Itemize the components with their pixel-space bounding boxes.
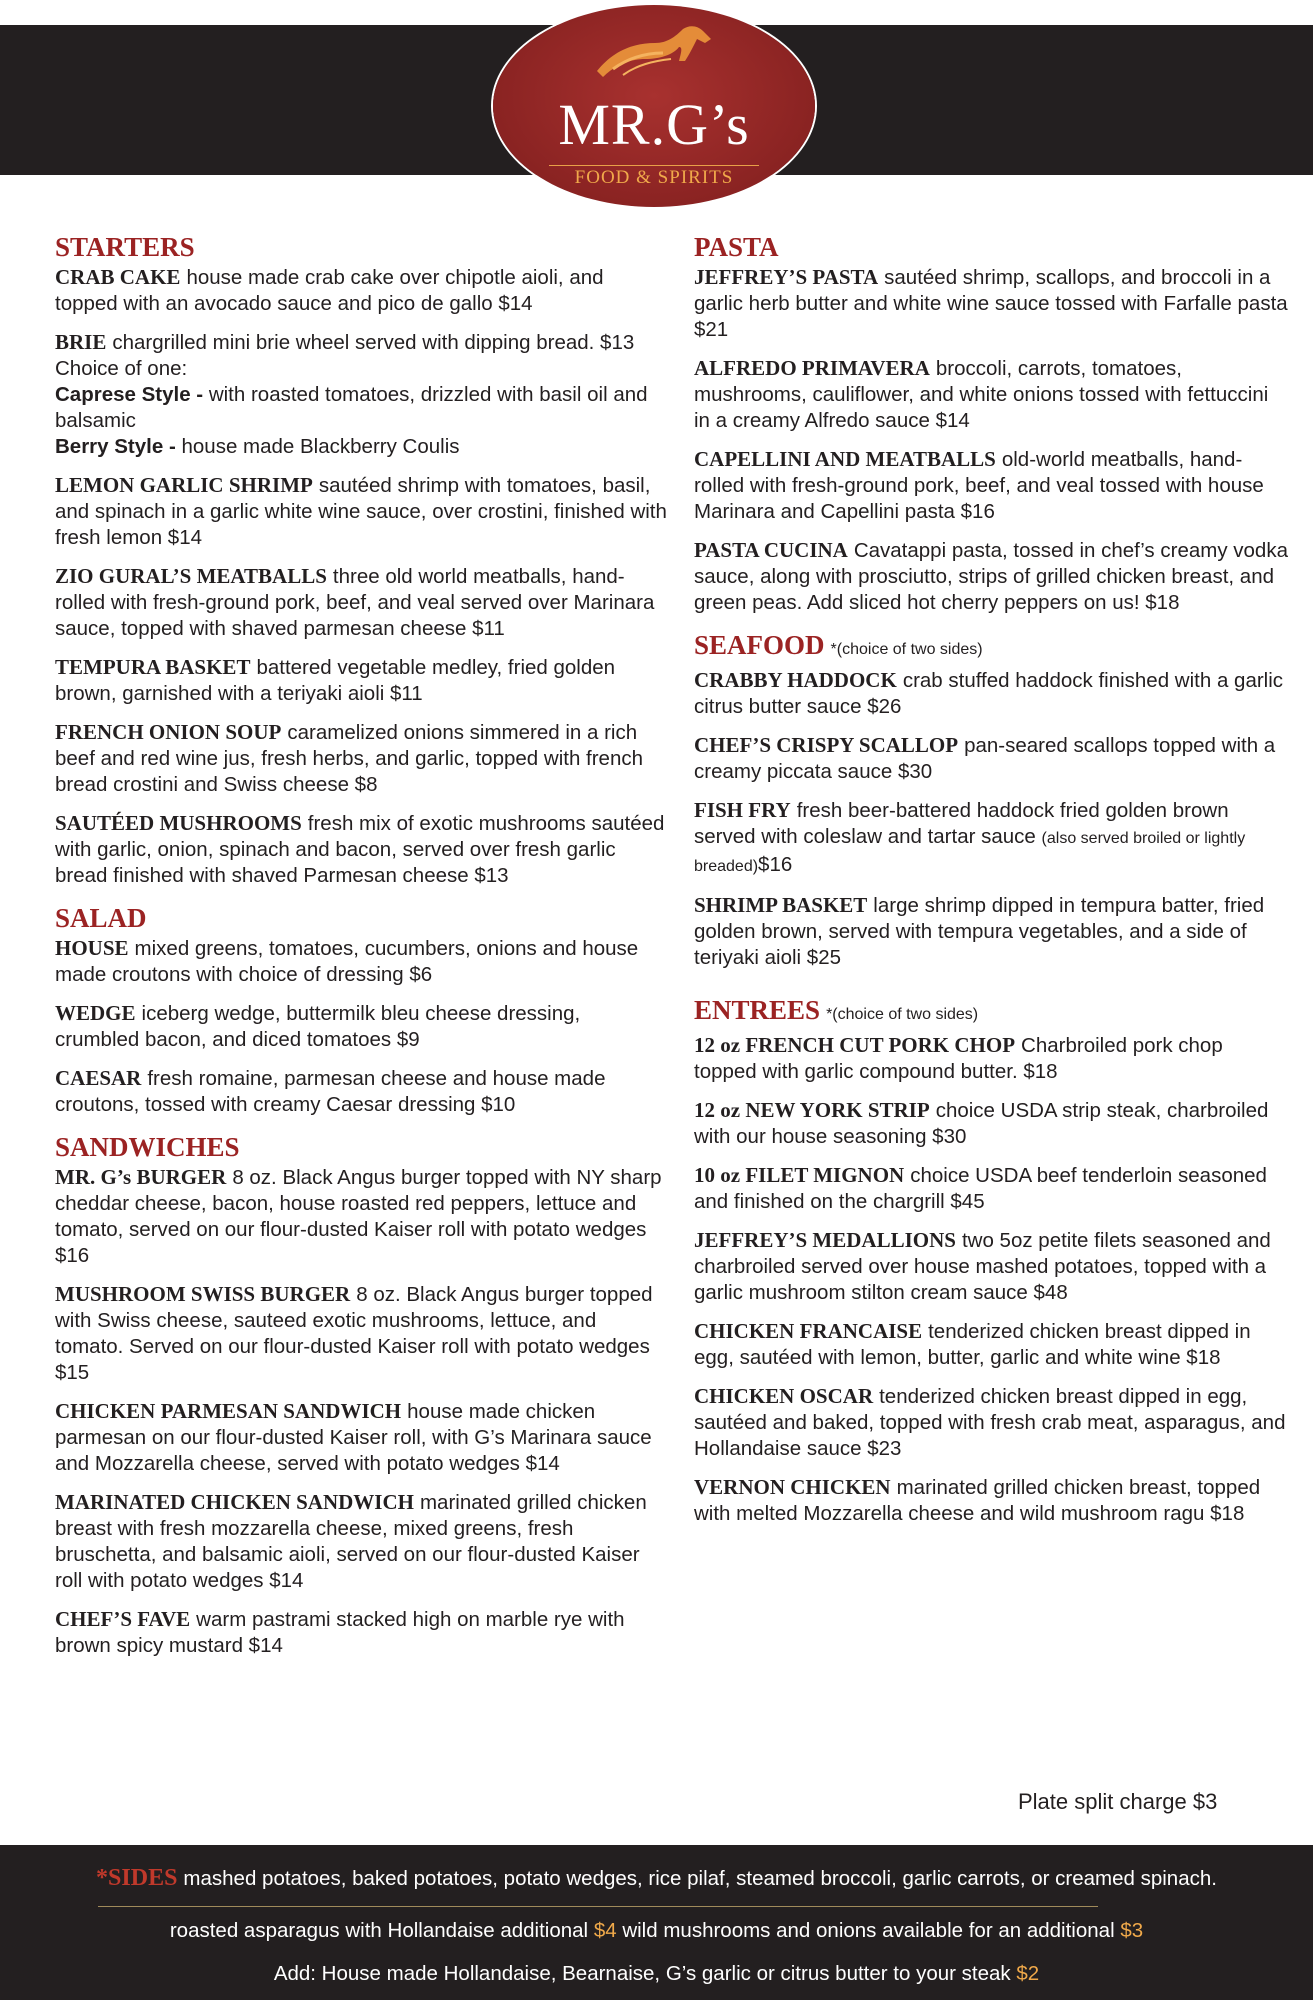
menu-item — [55, 1398, 670, 1477]
salad-section — [55, 903, 670, 1118]
item-name: WEDGE — [55, 1001, 136, 1025]
menu-item — [694, 732, 1289, 785]
section-title — [694, 630, 1289, 665]
menu-item — [694, 667, 1289, 720]
item-desc: fresh romaine, parmesan cheese and house made croutons, tossed with creamy Caesar dressing $10 — [55, 1067, 606, 1116]
item-desc: choice USDA beef tenderloin seasoned and finished on the chargrill $45 — [694, 1164, 1267, 1213]
menu-item — [55, 719, 670, 798]
menu-item — [694, 1383, 1289, 1462]
item-desc: house made chicken parmesan on our flour-dusted Kaiser roll, with G’s Marinara sauce and Mozzarella cheese, served with potato wedges $14 — [55, 1400, 652, 1475]
section-title: SANDWICHES — [55, 1132, 240, 1162]
item-desc: mixed greens, tomatoes, cucumbers, onions and house made croutons with choice of dressing $6 — [55, 937, 639, 986]
item-name: 12 oz NEW YORK STRIP — [694, 1098, 930, 1122]
menu-item — [55, 329, 670, 460]
sides-text: mashed potatoes, baked potatoes, potato wedges, rice pilaf, steamed broccoli, garlic carrots, or creamed spinach. — [183, 1867, 1217, 1890]
menu-item — [55, 935, 670, 988]
menu-item — [694, 1318, 1289, 1371]
right-column — [694, 232, 1289, 1527]
item-name: CRABBY HADDOCK — [694, 668, 897, 692]
additions-line — [0, 1919, 1313, 1943]
item-name: CHICKEN FRANCAISE — [694, 1319, 923, 1343]
menu-item — [694, 892, 1289, 971]
starters-section — [55, 232, 670, 889]
option-name: Caprese Style - — [55, 383, 204, 406]
logo-divider — [549, 165, 759, 166]
menu-item — [694, 446, 1289, 525]
footer-divider — [98, 1906, 1098, 1907]
menu-item — [694, 537, 1289, 616]
section-title-text: SEAFOOD — [694, 630, 825, 660]
item-name: JEFFREY’S MEDALLIONS — [694, 1228, 956, 1252]
logo-title: MR.G’s — [558, 92, 750, 157]
item-name: MR. G’s BURGER — [55, 1165, 227, 1189]
item-name: ALFREDO PRIMAVERA — [694, 356, 930, 380]
item-desc: large shrimp dipped in tempura batter, fried golden brown, served with tempura vegetables, and a side of teriyaki aioli $25 — [694, 894, 1265, 969]
logo-subtitle: FOOD & SPIRITS — [574, 167, 734, 188]
addition-price: $4 — [593, 1919, 617, 1942]
item-name: TEMPURA BASKET — [55, 655, 251, 679]
item-desc: 8 oz. Black Angus burger topped with Swiss cheese, sauteed exotic mushrooms, lettuce, and tomato. Served on our flour-dusted Kaiser roll with potato wedges $15 — [55, 1283, 653, 1384]
menu-item — [55, 264, 670, 317]
sides-footer — [0, 1845, 1313, 2000]
menu-item — [55, 472, 670, 551]
item-desc: sautéed shrimp, scallops, and broccoli in a garlic herb butter and white wine sauce tossed with Farfalle pasta $21 — [694, 266, 1288, 341]
section-title-text: ENTREES — [694, 995, 821, 1025]
item-desc: choice USDA strip steak, charbroiled with our house seasoning $30 — [694, 1099, 1269, 1148]
item-desc: fresh mix of exotic mushrooms sautéed with garlic, onion, spinach and bacon, served over fresh garlic bread finished with shaved Parmesan cheese $13 — [55, 812, 665, 887]
option-desc: house made Blackberry Coulis — [181, 435, 460, 458]
item-desc: crab stuffed haddock finished with a garlic citrus butter sauce $26 — [694, 669, 1284, 718]
menu-item — [55, 563, 670, 642]
item-desc: fresh beer-battered haddock fried golden brown served with coleslaw and tartar sauce — [694, 799, 1229, 848]
sauce-price: $2 — [1016, 1962, 1040, 1985]
item-price: $16 — [758, 853, 793, 876]
menu-item — [55, 1000, 670, 1053]
item-name: JEFFREY’S PASTA — [694, 265, 879, 289]
item-desc: marinated grilled chicken breast with fresh mozzarella cheese, mixed greens, fresh bruschetta, and balsamic aioli, served on our flour-dusted Kaiser roll with potato wedges $14 — [55, 1491, 647, 1592]
item-desc: pan-seared scallops topped with a creamy piccata sauce $30 — [694, 734, 1276, 783]
item-desc: battered vegetable medley, fried golden brown, garnished with a teriyaki aioli $11 — [55, 656, 616, 705]
item-name: VERNON CHICKEN — [694, 1475, 891, 1499]
item-desc: 8 oz. Black Angus burger topped with NY sharp cheddar cheese, bacon, house roasted red peppers, lettuce and tomato, served on our flour-dusted Kaiser roll with potato wedges $16 — [55, 1166, 662, 1267]
section-title: STARTERS — [55, 232, 195, 262]
item-desc: Charbroiled pork chop topped with garlic compound butter. $18 — [694, 1034, 1223, 1083]
item-desc: house made crab cake over chipotle aioli, and topped with an avocado sauce and pico de gallo $14 — [55, 266, 604, 315]
section-title: SALAD — [55, 903, 147, 933]
sauce-text: Add: House made Hollandaise, Bearnaise, G’s garlic or citrus butter to your steak — [273, 1962, 1011, 1985]
left-column — [55, 232, 670, 1659]
seafood-section — [694, 630, 1289, 971]
menu-item — [55, 1281, 670, 1386]
menu-item — [694, 1032, 1289, 1085]
section-title — [694, 995, 1289, 1030]
section-title: PASTA — [694, 232, 779, 262]
item-desc: sautéed shrimp with tomatoes, basil, and spinach in a garlic white wine sauce, over crostini, finished with fresh lemon $14 — [55, 474, 667, 549]
item-name: CAESAR — [55, 1066, 142, 1090]
sauce-line — [0, 1962, 1313, 1986]
menu-item — [55, 1065, 670, 1118]
menu-item — [55, 1606, 670, 1659]
item-name: MARINATED CHICKEN SANDWICH — [55, 1490, 414, 1514]
item-name: SAUTÉED MUSHROOMS — [55, 811, 302, 835]
menu-item — [694, 1162, 1289, 1215]
item-name: 12 oz FRENCH CUT PORK CHOP — [694, 1033, 1016, 1057]
addition-text: wild mushrooms and onions available for an additional — [622, 1919, 1115, 1942]
option-desc: with roasted tomatoes, drizzled with basil oil and balsamic — [55, 383, 648, 432]
section-note: *(choice of two sides) — [830, 641, 983, 658]
item-desc: warm pastrami stacked high on marble rye with brown spicy mustard $14 — [55, 1608, 625, 1657]
menu-item — [694, 797, 1289, 880]
item-name: CHICKEN PARMESAN SANDWICH — [55, 1399, 402, 1423]
menu-item — [694, 355, 1289, 434]
addition-price: $3 — [1120, 1919, 1144, 1942]
item-name: ZIO GURAL’S MEATBALLS — [55, 564, 327, 588]
item-name: HOUSE — [55, 936, 129, 960]
item-name: 10 oz FILET MIGNON — [694, 1163, 905, 1187]
pasta-section — [694, 232, 1289, 616]
item-name: FRENCH ONION SOUP — [55, 720, 282, 744]
item-desc: marinated grilled chicken breast, topped with melted Mozzarella cheese and wild mushroom ragu $18 — [694, 1476, 1261, 1525]
sides-line — [0, 1865, 1313, 1892]
addition-text: roasted asparagus with Hollandaise additional — [169, 1919, 589, 1942]
item-desc: Cavatappi pasta, tossed in chef’s creamy vodka sauce, along with prosciutto, strips of grilled chicken breast, and green peas. Add sliced hot cherry peppers on us! $18 — [694, 539, 1288, 614]
menu-item — [694, 1474, 1289, 1527]
item-name: CHEF’S CRISPY SCALLOP — [694, 733, 959, 757]
sides-title: *SIDES — [96, 1865, 178, 1891]
item-desc: tenderized chicken breast dipped in egg, sautéed and baked, topped with fresh crab meat, asparagus, and Hollandaise sauce $23 — [694, 1385, 1286, 1460]
item-desc: tenderized chicken breast dipped in egg, sautéed with lemon, butter, garlic and white wine $18 — [694, 1320, 1251, 1369]
section-note: *(choice of two sides) — [826, 1006, 979, 1023]
item-name: CHICKEN OSCAR — [694, 1384, 874, 1408]
menu-item — [694, 264, 1289, 343]
item-desc: caramelized onions simmered in a rich beef and red wine jus, fresh herbs, and garlic, topped with french bread crostini and Swiss cheese $8 — [55, 721, 644, 796]
logo — [493, 5, 815, 207]
item-desc: three old world meatballs, hand-rolled with fresh-ground pork, beef, and veal served over Marinara sauce, topped with shaved parmesan cheese $11 — [55, 565, 655, 640]
item-name: SHRIMP BASKET — [694, 893, 868, 917]
menu-item — [55, 1164, 670, 1269]
item-name: LEMON GARLIC SHRIMP — [55, 473, 313, 497]
item-desc: old-world meatballs, hand-rolled with fresh-ground pork, beef, and veal tossed with house Marinara and Capellini pasta $16 — [694, 448, 1264, 523]
item-name: CRAB CAKE — [55, 265, 181, 289]
item-note: (also served broiled or lightly breaded) — [694, 830, 1246, 875]
item-name: MUSHROOM SWISS BURGER — [55, 1282, 351, 1306]
item-name: CAPELLINI AND MEATBALLS — [694, 447, 996, 471]
sandwiches-section — [55, 1132, 670, 1659]
item-desc: two 5oz petite filets seasoned and charbroiled served over house mashed potatoes, topped with a garlic mushroom stilton cream sauce $48 — [694, 1229, 1271, 1304]
menu-item — [55, 1489, 670, 1594]
item-desc: iceberg wedge, buttermilk bleu cheese dressing, crumbled bacon, and diced tomatoes $9 — [55, 1002, 581, 1051]
horse-icon — [593, 21, 723, 83]
item-name: CHEF’S FAVE — [55, 1607, 191, 1631]
menu-item — [694, 1227, 1289, 1306]
plate-split-note: Plate split charge $3 — [1018, 1789, 1218, 1814]
item-name: FISH FRY — [694, 798, 791, 822]
item-desc: chargrilled mini brie wheel served with dipping bread. $13 Choice of one: — [55, 331, 635, 380]
option-name: Berry Style - — [55, 435, 176, 458]
item-desc: broccoli, carrots, tomatoes, mushrooms, cauliflower, and white onions tossed with fettuccini in a creamy Alfredo sauce $14 — [694, 357, 1269, 432]
item-name: PASTA CUCINA — [694, 538, 848, 562]
menu-item — [55, 810, 670, 889]
menu-item — [55, 654, 670, 707]
entrees-section — [694, 995, 1289, 1527]
menu-item — [694, 1097, 1289, 1150]
item-name: BRIE — [55, 330, 107, 354]
